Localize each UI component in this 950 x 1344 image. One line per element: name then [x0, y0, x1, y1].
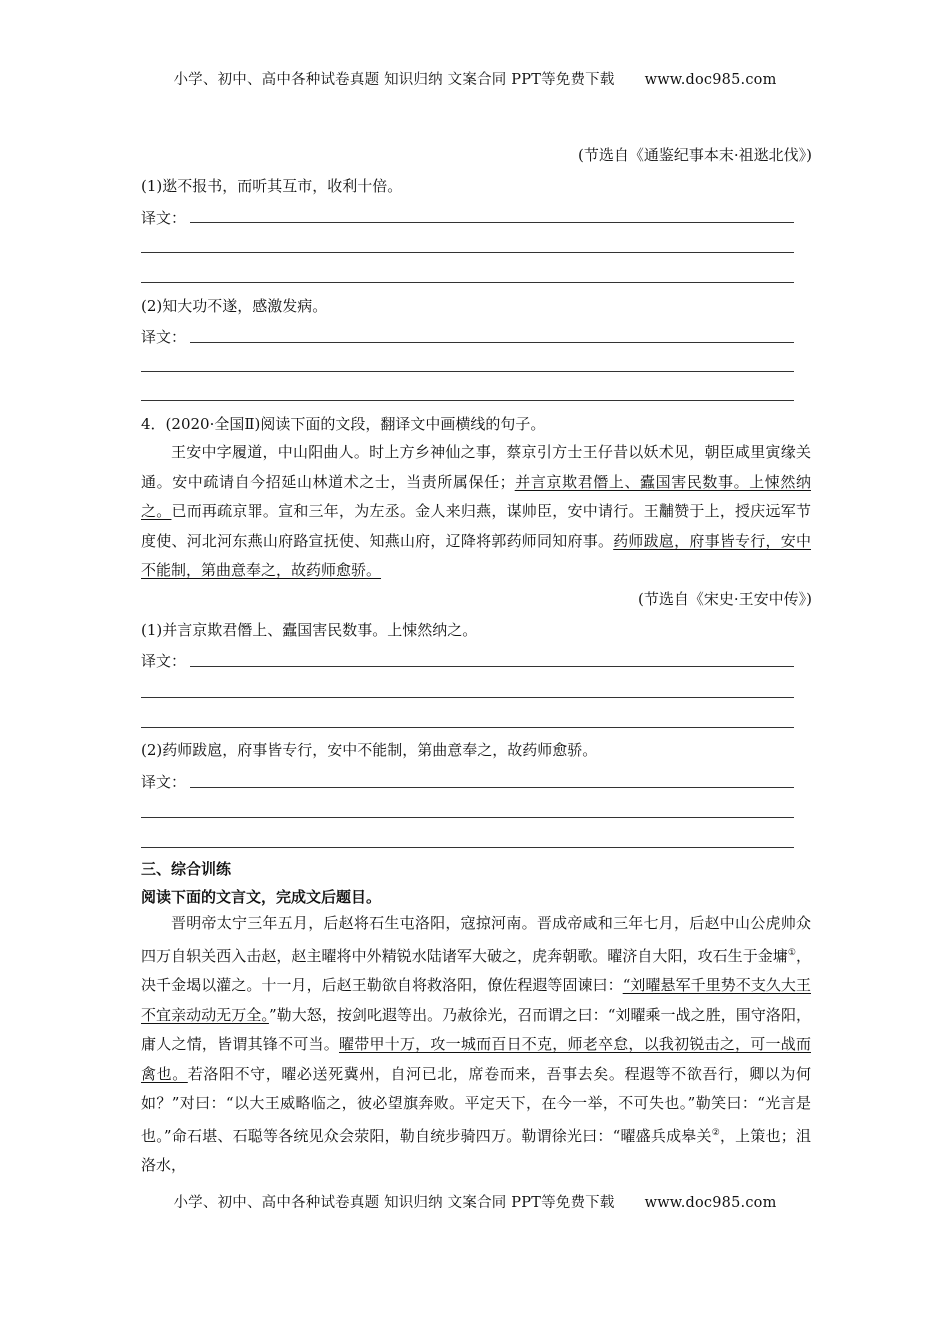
passage-text: 已而再疏京罪。宣和三年，为左丞。金人来归燕，谋帅臣，安中请行。王黼赞于上，授庆远军节度使、河北河东燕山府路宣抚使、知燕山府，辽降将郭药师同知府事。 [141, 502, 811, 550]
answer-line[interactable] [141, 371, 794, 372]
header-url[interactable]: www.doc985.com [644, 72, 777, 88]
answer-line[interactable] [190, 222, 794, 223]
answer-line[interactable] [141, 847, 794, 848]
translation-label: 译文： [141, 328, 187, 346]
passage-text: 晋明帝太宁三年五月，后赵将石生屯洛阳，寇掠河南。晋成帝咸和三年七月，后赵中山公虎帅众四万自轵关西入击赵，赵主曜将中外精锐水陆诸军大破之，虎奔朝歌。曜济自大阳，攻石生于金墉 [141, 914, 811, 965]
answer-line[interactable] [141, 400, 794, 401]
footnote-marker: ② [711, 1127, 720, 1138]
page-footer [0, 1191, 950, 1212]
section-instruction: 阅读下面的文言文，完成文后题目。 [141, 888, 382, 906]
footer-text: 小学、初中、高中各种试卷真题 知识归纳 文案合同 PPT等免费下载 [173, 1195, 615, 1211]
passage-text: ，决千金堨以灌之。十一月，后赵王勒欲自将救洛阳，僚佐程遐等固谏曰： [141, 946, 811, 994]
footer-url[interactable]: www.doc985.com [644, 1195, 777, 1211]
question-3-1: (1)逖不报书，而听其互市，收利十倍。 [141, 177, 403, 195]
answer-line[interactable] [141, 817, 794, 818]
header-text: 小学、初中、高中各种试卷真题 知识归纳 文案合同 PPT等免费下载 [173, 72, 615, 88]
answer-line[interactable] [141, 252, 794, 253]
underlined-sentence-1: “刘曜悬军千里势不支久大王不宜亲动动无万全。 [141, 976, 811, 1024]
translation-label: 译文： [141, 652, 187, 670]
answer-line[interactable] [141, 282, 794, 283]
passage-wang-anzhong [141, 438, 811, 586]
underlined-sentence-2: 药师跋扈，府事皆专行，安中不能制，第曲意奉之，故药师愈骄。 [141, 531, 811, 579]
answer-line[interactable] [190, 342, 794, 343]
answer-line[interactable] [141, 727, 794, 728]
translation-label: 译文： [141, 773, 187, 791]
answer-line[interactable] [190, 666, 794, 667]
answer-line[interactable] [141, 697, 794, 698]
question-4-title: 4．(2020·全国Ⅱ)阅读下面的文段，翻译文中画横线的句子。 [141, 415, 546, 433]
question-4-1: (1)并言京欺君僭上、蠹国害民数事。上悚然纳之。 [141, 621, 478, 639]
underlined-sentence-1: 并言京欺君僭上、蠹国害民数事。上悚然纳之。 [141, 472, 811, 520]
passage-text: 王安中字履道，中山阳曲人。时上方乡神仙之事，蔡京引方士王仔昔以妖术见，朝臣咸里寅缘关通。安中疏请自今招延山林道术之士，当责所属保任； [141, 443, 811, 491]
passage-text: ”勒大怒，按剑叱遐等出。乃赦徐光，召而谓之曰：“刘曜乘一战之胜，围守洛阳，庸人之情，皆谓其锋不可当。 [141, 1005, 811, 1053]
passage-text: 若洛阳不守，曜必送死冀州，自河已北，席卷而来，吾事去矣。程遐等不欲吾行，卿以为何如？”对曰：“以大王威略临之，彼必望旗奔败。平定天下，在今一举，不可失也。”勒笑曰：“光言是也。”命石堪、石聪等各统见众会荥阳，勒自统步骑四万。勒谓徐光曰：“曜盛兵成皋关 [141, 1064, 811, 1145]
question-3-2: (2)知大功不遂，感激发病。 [141, 297, 328, 315]
source-citation-2: (节选自《宋史·王安中传》) [638, 590, 812, 608]
footnote-marker: ① [787, 947, 796, 958]
source-citation-1: (节选自《通鉴纪事本末·祖逖北伐》) [578, 146, 812, 164]
passage-text: ，上策也；沮洛水， [141, 1126, 811, 1174]
answer-line[interactable] [190, 787, 794, 788]
underlined-sentence-2: 曜带甲十万，攻一城而百日不克，师老卒怠，以我初锐击之，可一战而禽也。 [141, 1035, 811, 1083]
section-title: 三、综合训练 [141, 860, 232, 878]
question-4-2: (2)药师跋扈，府事皆专行，安中不能制，第曲意奉之，故药师愈骄。 [141, 741, 598, 759]
passage-liu-yao [141, 909, 811, 1181]
translation-label: 译文： [141, 209, 187, 227]
page-header [0, 68, 950, 89]
